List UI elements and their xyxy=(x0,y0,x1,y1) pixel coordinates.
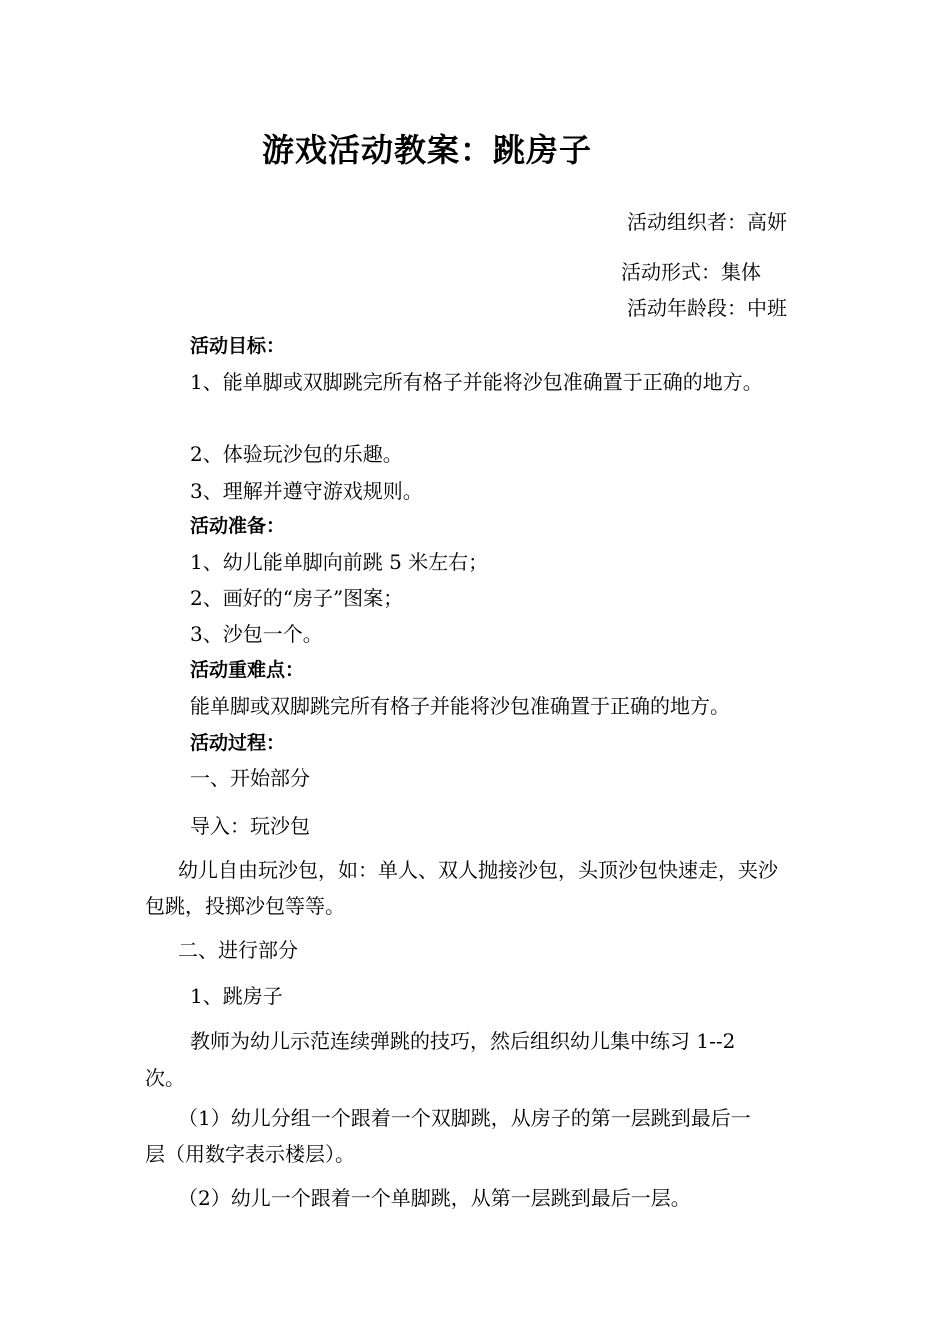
activity-form-label: 活动形式：集体 xyxy=(621,260,761,284)
organizer-label: 活动组织者：高妍 xyxy=(627,210,787,234)
goals-heading: 活动目标： xyxy=(190,335,286,357)
process-free-play-line-2: 包跳，投掷沙包等等。 xyxy=(145,894,345,918)
process-free-play-line-1: 幼儿自由玩沙包，如：单人、双人抛接沙包，头顶沙包快速走，夹沙 xyxy=(178,858,778,882)
process-intro: 导入：玩沙包 xyxy=(190,814,310,838)
age-group-label: 活动年龄段：中班 xyxy=(627,296,787,320)
process-sub1-line-2: 层（用数字表示楼层）。 xyxy=(145,1142,355,1166)
preparation-item-1: 1、幼儿能单脚向前跳 5 米左右； xyxy=(190,550,489,574)
page-title: 游戏活动教案：跳房子 xyxy=(262,131,593,169)
process-part-2: 二、进行部分 xyxy=(178,938,298,962)
goal-item-1: 1、能单脚或双脚跳完所有格子并能将沙包准确置于正确的地方。 xyxy=(190,370,763,394)
preparation-item-2: 2、画好的“房子”图案； xyxy=(190,586,404,610)
process-step-1: 1、跳房子 xyxy=(190,984,283,1008)
preparation-item-3: 3、沙包一个。 xyxy=(190,622,323,646)
difficulty-heading: 活动重难点： xyxy=(190,659,305,681)
process-demo-line-2: 次。 xyxy=(145,1066,185,1090)
difficulty-text: 能单脚或双脚跳完所有格子并能将沙包准确置于正确的地方。 xyxy=(190,694,730,718)
goal-item-3: 3、理解并遵守游戏规则。 xyxy=(190,479,423,503)
goal-item-2: 2、体验玩沙包的乐趣。 xyxy=(190,442,403,466)
process-part-1: 一、开始部分 xyxy=(190,766,310,790)
preparation-heading: 活动准备： xyxy=(190,515,286,537)
process-heading: 活动过程： xyxy=(190,732,286,754)
process-sub2: （2）幼儿一个跟着一个单脚跳，从第一层跳到最后一层。 xyxy=(178,1186,691,1210)
process-sub1-line-1: （1）幼儿分组一个跟着一个双脚跳，从房子的第一层跳到最后一 xyxy=(178,1106,751,1130)
process-demo-line-1: 教师为幼儿示范连续弹跳的技巧，然后组织幼儿集中练习 1--2 xyxy=(190,1029,736,1053)
